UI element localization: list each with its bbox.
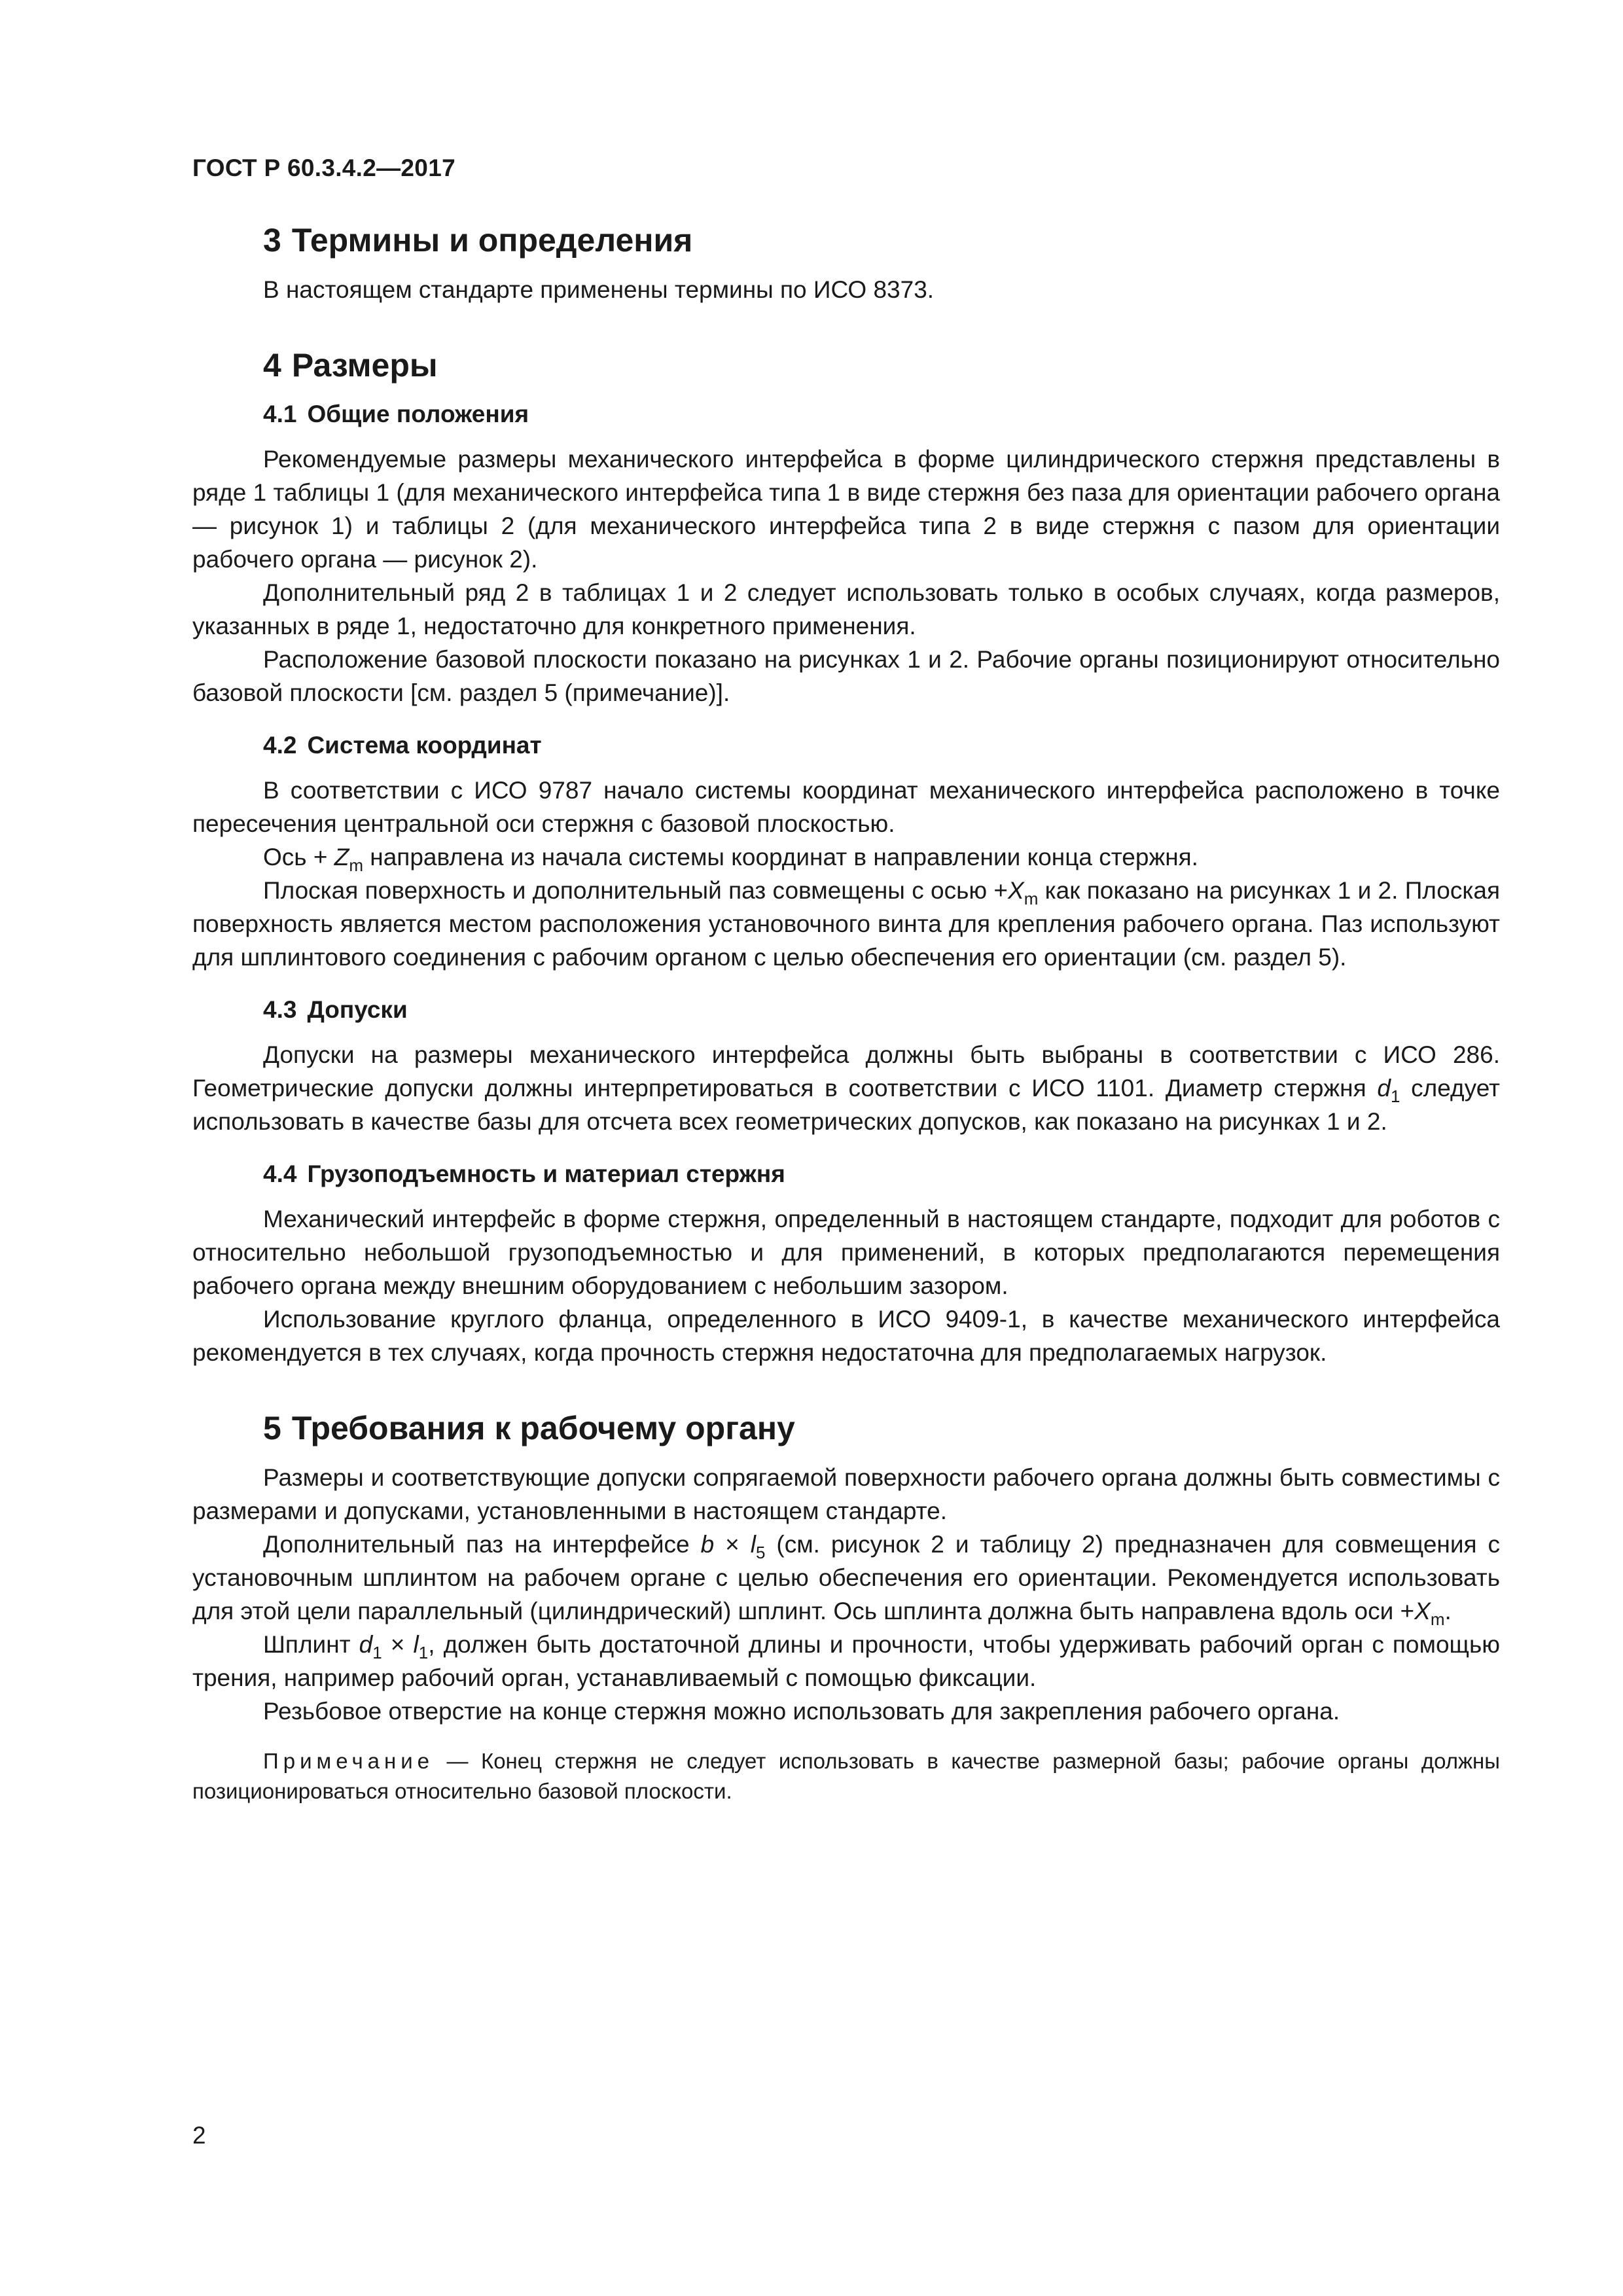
subsection-number: 4.4 — [263, 1160, 297, 1187]
math-subscript: m — [1430, 1609, 1445, 1629]
subsection-4-1-heading — [192, 398, 1500, 431]
math-variable: l — [413, 1631, 419, 1658]
text-run: Дополнительный паз на интерфейсе — [263, 1531, 701, 1558]
section-5-heading — [192, 1407, 1500, 1449]
math-variable: Z — [334, 844, 349, 870]
section-title: Размеры — [291, 347, 438, 384]
paragraph: Расположение базовой плоскости показано на рисунках 1 и 2. Рабочие органы позиционируют относительно базовой плоскости [см. раздел 5 (примечание)]. — [192, 646, 1500, 706]
math-variable: b — [700, 1531, 715, 1558]
paragraph — [192, 1038, 1500, 1138]
math-variable: d — [359, 1631, 373, 1658]
paragraph — [192, 840, 1500, 874]
page-number: 2 — [192, 2122, 206, 2149]
paragraph: Использование круглого фланца, определенного в ИСО 9409-1, в качестве механического интерфейса рекомендуется в тех случаях, когда прочность стержня недостаточна для предполагаемых нагрузок. — [192, 1306, 1500, 1366]
section-4-heading — [192, 344, 1500, 386]
paragraph — [192, 1628, 1500, 1695]
text-run: Плоская поверхность и дополнительный паз совмещены с осью + — [263, 877, 1008, 904]
text-run: как показано на рисунках 1 и 2. Плоская поверхность является местом расположения установочного винта для крепления рабочего органа. Паз используют для шплинтового соединения с рабочим органом с целью обеспечения его ориентации (см. раздел 5). — [192, 877, 1500, 971]
times-sign: × — [382, 1631, 414, 1658]
subsection-title: Допуски — [307, 996, 408, 1023]
section-number: 5 — [263, 1410, 281, 1446]
subsection-title: Система координат — [307, 732, 542, 759]
section-title: Термины и определения — [291, 222, 693, 259]
math-variable: d — [1377, 1075, 1391, 1102]
text-run: Ось + — [263, 844, 334, 870]
section-number: 4 — [263, 347, 281, 384]
section-3-paragraph: В настоящем стандарте применены термины по ИСО 8373. — [263, 276, 935, 303]
math-subscript: m — [1024, 889, 1039, 908]
paragraph: Рекомендуемые размеры механического интерфейса в форме цилиндрического стержня представлены в ряде 1 таблицы 1 (для механического интерфейса типа 1 в виде стержня без паза для ориентации рабочего органа — рисунок 1) и таблицы 2 (для механического интерфейса типа 2 в виде стержня с пазом для ориентации рабочего органа — рисунок 2). — [192, 446, 1500, 573]
subsection-number: 4.1 — [263, 401, 297, 427]
paragraph — [192, 1528, 1500, 1628]
note — [192, 1746, 1500, 1806]
text-run: Допуски на размеры механического интерфейса должны быть выбраны в соответствии с ИСО 286. Геометрические допуски должны интерпретироваться в соответствии с ИСО 1101. Диаметр стержня — [192, 1041, 1500, 1102]
paragraph: В соответствии с ИСО 9787 начало системы координат механического интерфейса расположено в точке пересечения центральной оси стержня с базовой плоскостью. — [192, 777, 1500, 837]
math-subscript: 1 — [418, 1643, 429, 1662]
math-subscript: 1 — [1390, 1086, 1400, 1106]
text-run: Шплинт — [263, 1631, 359, 1658]
page-body — [192, 219, 1500, 1806]
note-label: Примечание — [263, 1749, 435, 1773]
math-subscript: 5 — [755, 1543, 766, 1562]
math-variable: X — [1414, 1598, 1431, 1624]
subsection-4-4-heading — [192, 1158, 1500, 1191]
text-run: (см. рисунок 2 и таблицу 2) предназначен для совмещения с установочным шплинтом на рабочем органе с целью обеспечения его ориентации. Рекомендуется использовать для этой цели параллельный (цилиндрический) шплинт. Ось шплинта должна быть направлена вдоль оси + — [192, 1531, 1500, 1624]
subsection-number: 4.2 — [263, 732, 297, 759]
paragraph: Дополнительный ряд 2 в таблицах 1 и 2 следует использовать только в особых случаях, когда размеров, указанных в ряде 1, недостаточно для конкретного применения. — [192, 579, 1500, 639]
paragraph: Резьбовое отверстие на конце стержня можно использовать для закрепления рабочего органа. — [263, 1698, 1340, 1725]
paragraph: Механический интерфейс в форме стержня, определенный в настоящем стандарте, подходит для роботов с относительно небольшой грузоподъемностью и для применений, в которых предполагаются перемещения рабочего органа между внешним оборудованием с небольшим зазором. — [192, 1206, 1500, 1299]
math-subscript: 1 — [372, 1643, 382, 1662]
times-sign: × — [714, 1531, 751, 1558]
section-title: Требования к рабочему органу — [291, 1410, 795, 1446]
paragraph: Размеры и соответствующие допуски сопрягаемой поверхности рабочего органа должны быть совместимы с размерами и допусками, установленными в настоящем стандарте. — [192, 1464, 1500, 1524]
subsection-4-2-heading — [192, 729, 1500, 762]
subsection-number: 4.3 — [263, 996, 297, 1023]
math-subscript: m — [349, 855, 364, 875]
section-number: 3 — [263, 222, 281, 259]
text-run: . — [1444, 1598, 1452, 1624]
note-text: — Конец стержня не следует использовать в качестве размерной базы; рабочие органы должны позиционироваться относительно базовой плоскости. — [192, 1749, 1500, 1803]
subsection-title: Общие положения — [307, 401, 529, 427]
subsection-4-3-heading — [192, 994, 1500, 1026]
paragraph — [192, 874, 1500, 974]
standard-designation: ГОСТ Р 60.3.4.2—2017 — [192, 154, 455, 181]
text-run: следует использовать в качестве базы для отсчета всех геометрических допусков, как показано на рисунках 1 и 2. — [192, 1075, 1500, 1135]
math-variable: X — [1008, 877, 1024, 904]
text-run: направлена из начала системы координат в направлении конца стержня. — [363, 844, 1198, 870]
subsection-title: Грузоподъемность и материал стержня — [307, 1160, 785, 1187]
text-run: , должен быть достаточной длины и прочности, чтобы удерживать рабочий орган с помощью трения, например рабочий орган, устанавливаемый с помощью фиксации. — [192, 1631, 1500, 1691]
math-variable: l — [750, 1531, 756, 1558]
section-3-heading — [192, 219, 1500, 261]
